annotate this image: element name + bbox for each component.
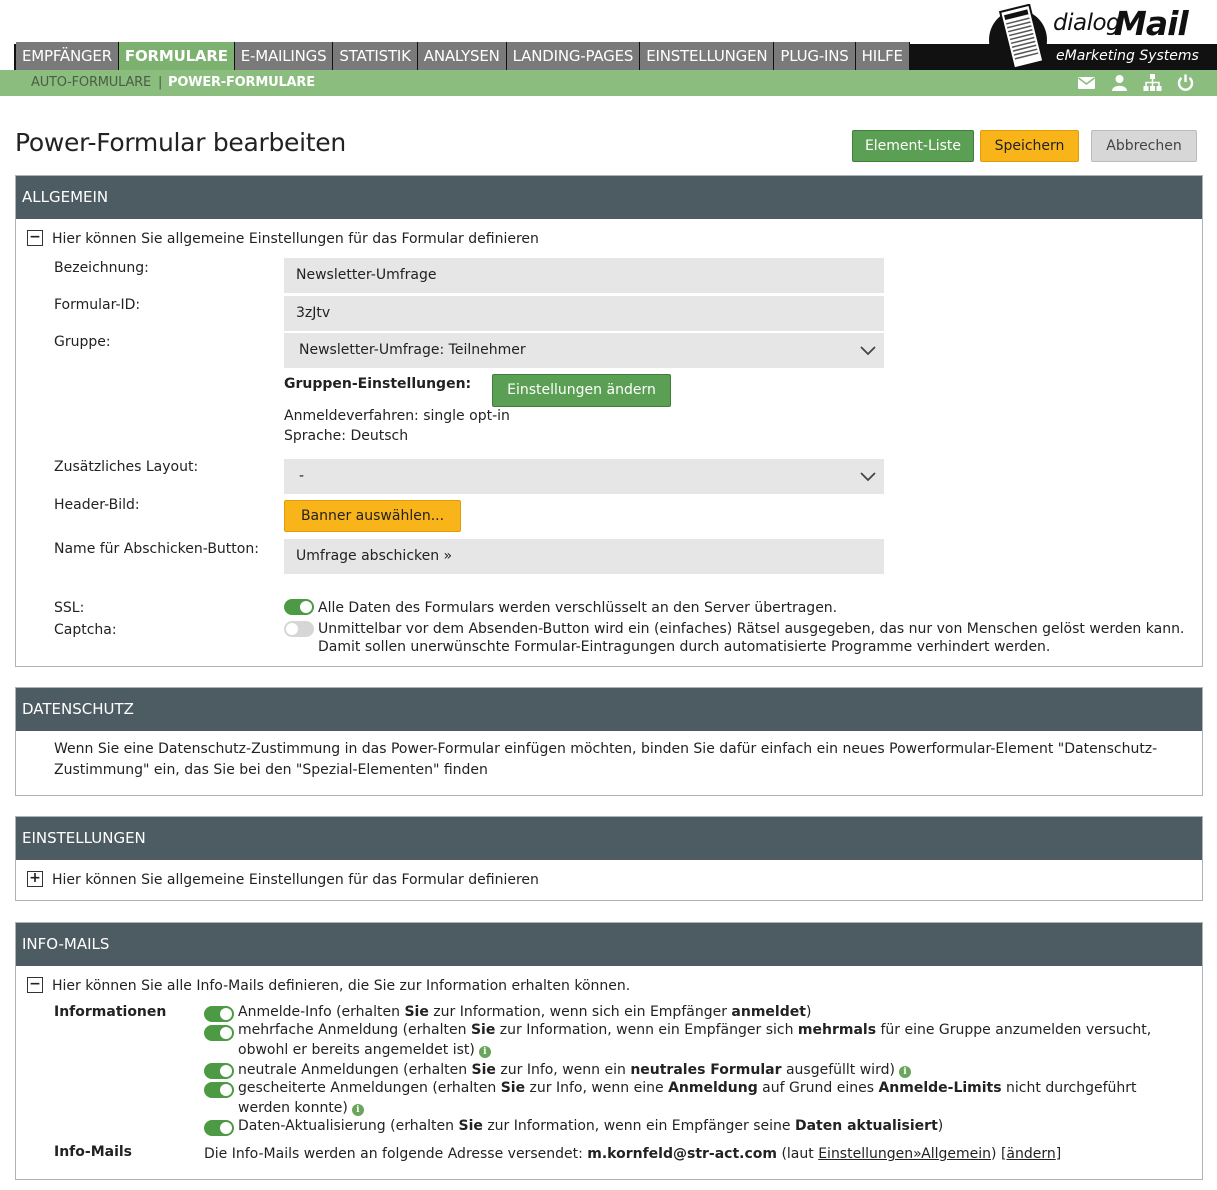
main-nav	[16, 42, 910, 70]
user-icon[interactable]	[1110, 73, 1129, 92]
group-settings-label: Gruppen-Einstellungen:	[284, 376, 472, 392]
expand-toggle-einstellungen[interactable]: +	[27, 871, 43, 887]
panel-allgemein	[15, 175, 1203, 667]
infomail-item-gescheiterte-anmeldungen-line2: werden konnte) i	[238, 1100, 364, 1116]
section-intro: Hier können Sie allgemeine Einstellungen für das Formular definieren	[52, 872, 539, 888]
group-signup-method: Anmeldeverfahren: single opt-in	[284, 408, 510, 424]
toggle-gescheiterte-anmeldungen[interactable]	[204, 1082, 234, 1098]
sitemap-icon[interactable]	[1143, 73, 1162, 92]
panel-header-info-mails: INFO-MAILS	[16, 923, 1202, 966]
collapse-toggle-allgemein[interactable]: −	[27, 230, 43, 246]
ssl-description: Alle Daten des Formulars werden verschlüsselt an den Server übertragen.	[318, 600, 838, 616]
tab-e-mailings[interactable]: E-MAILINGS	[235, 42, 334, 70]
infomail-item-mehrfache-anmeldung-line2: obwohl er bereits angemeldet ist) i	[238, 1042, 491, 1058]
toggle-anmelde-info[interactable]	[204, 1006, 234, 1022]
settings-general-link[interactable]: Einstellungen»Allgemein	[818, 1146, 992, 1162]
info-mails-email: m.kornfeld@str-act.com	[587, 1146, 777, 1162]
select-banner-button[interactable]: Banner auswählen...	[284, 500, 461, 532]
privacy-text-line1: Wenn Sie eine Datenschutz-Zustimmung in das Power-Formular einfügen möchten, binden Sie dafür einfach ein neues Powerformular-Element "Datenschutz-	[54, 741, 1158, 757]
collapse-toggle-info-mails[interactable]: −	[27, 977, 43, 993]
cancel-button[interactable]: Abbrechen	[1091, 130, 1197, 162]
ssl-toggle[interactable]	[284, 599, 314, 615]
subnav-power-formulare[interactable]: POWER-FORMULARE	[168, 75, 315, 90]
infomail-item-gescheiterte-anmeldungen: gescheiterte Anmeldungen (erhalten Sie zur Info, wenn eine Anmeldung auf Grund eines Anmelde-Limits nicht durchgeführt	[238, 1080, 1137, 1096]
info-icon[interactable]: i	[352, 1104, 364, 1116]
tab-empfaenger[interactable]: EMPFÄNGER	[16, 42, 119, 70]
chevron-down-icon	[860, 470, 876, 482]
panel-header-allgemein: ALLGEMEIN	[16, 176, 1202, 219]
info-mails-address-line: Die Info-Mails werden an folgende Adresse versendet: m.kornfeld@str-act.com (laut Einstellungen»Allgemein) [ändern]	[204, 1146, 1062, 1162]
subnav-auto-formulare[interactable]: AUTO-FORMULARE	[31, 75, 151, 90]
element-list-button[interactable]: Element-Liste	[852, 130, 974, 162]
power-icon[interactable]	[1176, 73, 1195, 92]
panel-datenschutz	[15, 687, 1203, 796]
label-bezeichnung: Bezeichnung:	[54, 260, 149, 276]
infomail-item-neutrale-anmeldungen: neutrale Anmeldungen (erhalten Sie zur Info, wenn ein neutrales Formular ausgefüllt wird) i	[238, 1062, 911, 1078]
top-header	[0, 0, 1217, 96]
group-select[interactable]	[284, 333, 884, 368]
tab-landing-pages[interactable]: LANDING-PAGES	[507, 42, 641, 70]
label-submit-name: Name für Abschicken-Button:	[54, 541, 259, 557]
subnav-separator: |	[158, 75, 163, 90]
label-header-bild: Header-Bild:	[54, 497, 140, 513]
label-formular-id: Formular-ID:	[54, 297, 141, 313]
toggle-mehrfache-anmeldung[interactable]	[204, 1025, 234, 1041]
captcha-description-line2: Damit sollen unerwünschte Formular-Eintragungen durch automatisierte Programme verhindert werden.	[318, 639, 1051, 655]
logo-word-mail: Mail	[1114, 4, 1188, 43]
name-input[interactable]: Newsletter-Umfrage	[284, 258, 884, 293]
submit-name-input[interactable]: Umfrage abschicken »	[284, 539, 884, 574]
form-id-input[interactable]: 3zJtv	[284, 296, 884, 331]
tab-plug-ins[interactable]: PLUG-INS	[774, 42, 855, 70]
sub-nav	[0, 70, 1217, 96]
tab-statistik[interactable]: STATISTIK	[333, 42, 417, 70]
section-intro: Hier können Sie allgemeine Einstellungen für das Formular definieren	[52, 231, 539, 247]
label-gruppe: Gruppe:	[54, 334, 111, 350]
toggle-neutrale-anmeldungen[interactable]	[204, 1063, 234, 1079]
section-intro: Hier können Sie alle Info-Mails definieren, die Sie zur Information erhalten können.	[52, 978, 631, 994]
label-informationen: Informationen	[54, 1004, 167, 1020]
panel-header-einstellungen: EINSTELLUNGEN	[16, 817, 1202, 860]
tab-analysen[interactable]: ANALYSEN	[418, 42, 507, 70]
info-icon[interactable]: i	[899, 1066, 911, 1078]
infomail-item-anmelde-info: Anmelde-Info (erhalten Sie zur Information, wenn sich ein Empfänger anmeldet)	[238, 1004, 812, 1020]
change-settings-button[interactable]: Einstellungen ändern	[492, 374, 671, 407]
label-ssl: SSL:	[54, 600, 85, 616]
logo-tagline: eMarketing Systems	[1056, 48, 1199, 64]
captcha-description-line1: Unmittelbar vor dem Absenden-Button wird ein (einfaches) Rätsel ausgegeben, das nur von Menschen gelöst werden kann.	[318, 621, 1185, 637]
group-select-value: Newsletter-Umfrage: Teilnehmer	[299, 342, 526, 358]
layout-select[interactable]	[284, 459, 884, 494]
privacy-text-line2: Zustimmung" ein, das Sie bei den "Spezial-Elementen" finden	[54, 762, 488, 778]
dialogmail-logo[interactable]	[988, 4, 1208, 72]
tab-formulare[interactable]: FORMULARE	[119, 42, 235, 70]
tab-einstellungen[interactable]: EINSTELLUNGEN	[640, 42, 774, 70]
toggle-daten-aktualisierung[interactable]	[204, 1120, 234, 1136]
label-layout: Zusätzliches Layout:	[54, 459, 199, 475]
group-language: Sprache: Deutsch	[284, 428, 409, 444]
infomail-item-daten-aktualisierung: Daten-Aktualisierung (erhalten Sie zur Information, wenn ein Empfänger seine Daten aktualisiert)	[238, 1118, 944, 1134]
logo-word-dialog: dialog	[1053, 10, 1121, 36]
label-info-mails: Info-Mails	[54, 1144, 133, 1160]
panel-info-mails	[15, 922, 1203, 1180]
panel-header-datenschutz: DATENSCHUTZ	[16, 688, 1202, 731]
newspaper-logo-icon	[988, 4, 1050, 72]
label-captcha: Captcha:	[54, 622, 117, 638]
tab-hilfe[interactable]: HILFE	[856, 42, 910, 70]
change-address-link[interactable]: ändern	[1006, 1146, 1056, 1162]
mail-icon[interactable]	[1077, 73, 1096, 92]
subnav-icons	[1077, 73, 1195, 92]
chevron-down-icon	[860, 344, 876, 356]
layout-select-value: -	[299, 468, 305, 484]
panel-einstellungen	[15, 816, 1203, 901]
info-icon[interactable]: i	[479, 1046, 491, 1058]
page-title: Power-Formular bearbeiten	[15, 128, 346, 157]
captcha-toggle[interactable]	[284, 621, 314, 637]
save-button[interactable]: Speichern	[980, 130, 1079, 162]
infomail-item-mehrfache-anmeldung: mehrfache Anmeldung (erhalten Sie zur Information, wenn ein Empfänger sich mehrmals für eine Gruppe anzumelden versucht,	[238, 1022, 1152, 1038]
